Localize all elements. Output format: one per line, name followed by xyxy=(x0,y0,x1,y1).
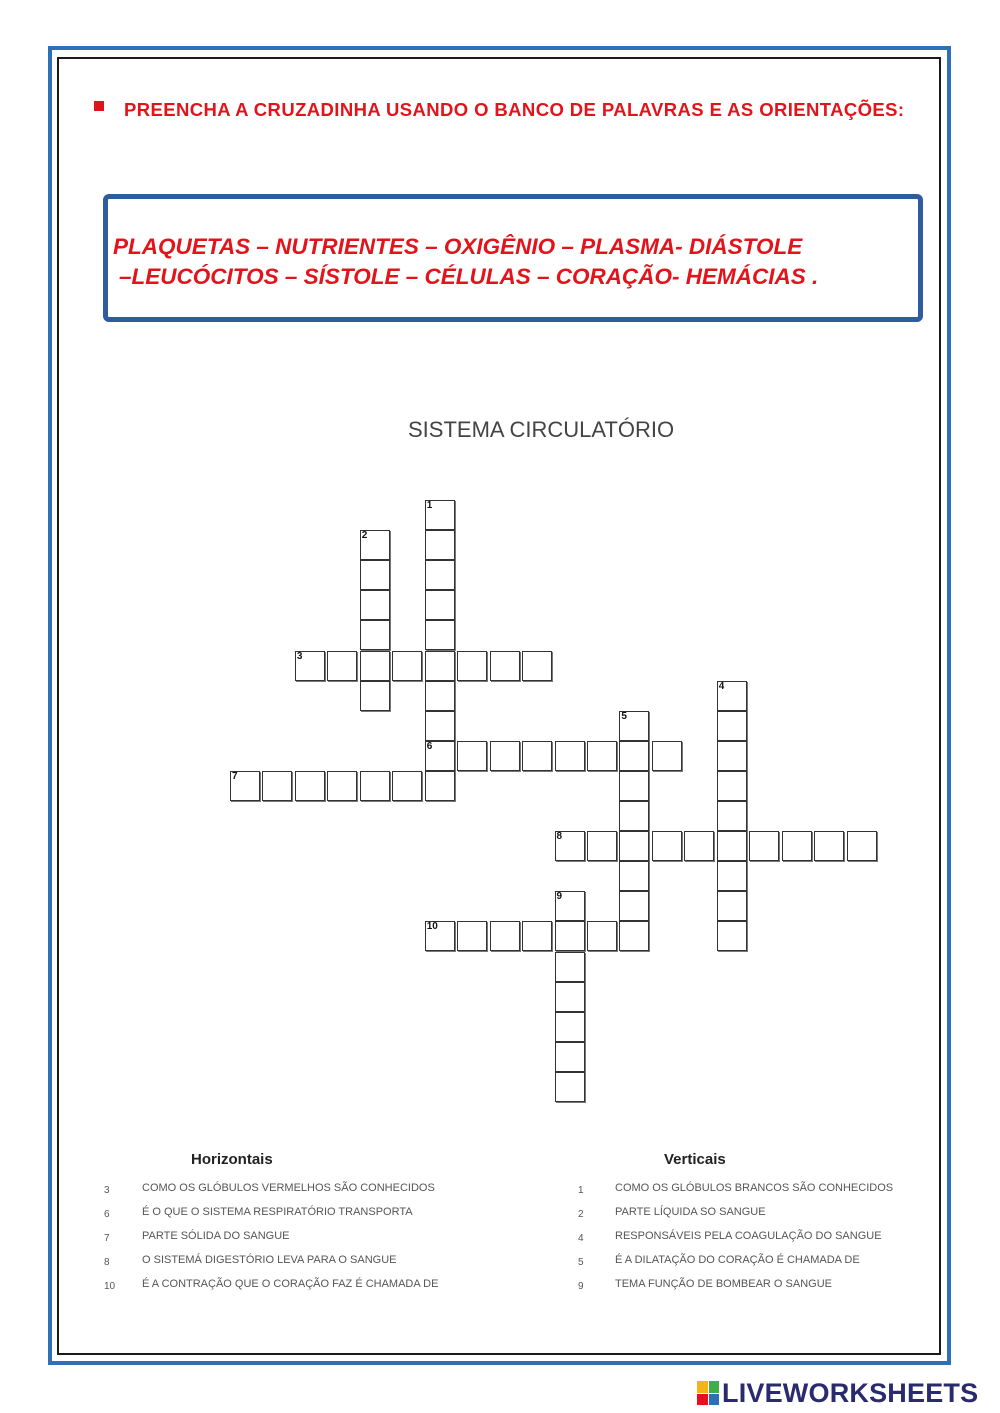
crossword-cell[interactable] xyxy=(717,861,747,891)
crossword-cell[interactable] xyxy=(230,771,260,801)
crossword-cell-number: 6 xyxy=(426,740,433,752)
clue-number: 6 xyxy=(104,1209,110,1220)
crossword-cell[interactable] xyxy=(490,741,520,771)
clue-text: COMO OS GLÓBULOS BRANCOS SÃO CONHECIDOS xyxy=(615,1182,894,1194)
crossword-cell[interactable] xyxy=(652,741,682,771)
crossword-cell[interactable] xyxy=(555,952,585,982)
crossword-cell-number: 5 xyxy=(621,710,627,722)
crossword-cell[interactable] xyxy=(425,560,455,590)
crossword-cell[interactable] xyxy=(587,921,617,951)
crossword-cell[interactable] xyxy=(814,831,844,861)
crossword-cell[interactable] xyxy=(555,741,585,771)
crossword-cell[interactable] xyxy=(717,831,747,861)
crossword-cell[interactable] xyxy=(425,500,455,530)
crossword-cell[interactable] xyxy=(327,651,357,681)
crossword-cell[interactable] xyxy=(684,831,714,861)
crossword-cell[interactable] xyxy=(360,530,390,560)
crossword-cell[interactable] xyxy=(587,741,617,771)
crossword-cell-number: 9 xyxy=(556,891,563,903)
crossword-cell[interactable] xyxy=(555,1012,585,1042)
clue-text: PARTE SÓLIDA DO SANGUE xyxy=(142,1230,290,1242)
bullet-icon xyxy=(94,101,104,111)
brand-text: LIVEWORKSHEETS xyxy=(722,1377,979,1408)
crossword-cell[interactable] xyxy=(619,801,649,831)
crossword-cell-number: 1 xyxy=(426,500,433,511)
crossword-cell[interactable] xyxy=(619,921,649,951)
crossword-cell[interactable] xyxy=(522,651,552,681)
crossword-cell-number: 3 xyxy=(296,650,303,662)
crossword-cell[interactable] xyxy=(652,831,682,861)
crossword-cell-number: 8 xyxy=(556,831,563,843)
crossword-cell-number: 10 xyxy=(426,921,438,933)
liveworksheets-brand xyxy=(697,1378,978,1408)
crossword-cell[interactable] xyxy=(619,741,649,771)
crossword-cell[interactable] xyxy=(619,891,649,921)
crossword-title: SISTEMA CIRCULATÓRIO xyxy=(408,417,675,442)
clue-text: RESPONSÁVEIS PELA COAGULAÇÃO DO SANGUE xyxy=(615,1230,882,1242)
crossword-cell[interactable] xyxy=(425,921,455,951)
crossword-cell[interactable] xyxy=(392,651,422,681)
word-bank-line-2: –LEUCÓCITOS – SÍSTOLE – CÉLULAS – CORAÇÃO- HEMÁCIAS . xyxy=(119,264,819,289)
crossword-cell[interactable] xyxy=(555,891,585,921)
clue-number: 3 xyxy=(104,1185,110,1196)
crossword-cell[interactable] xyxy=(717,711,747,741)
crossword-cell[interactable] xyxy=(749,831,779,861)
clue-number: 1 xyxy=(578,1185,584,1196)
crossword-cell[interactable] xyxy=(425,590,455,620)
crossword-cell[interactable] xyxy=(425,741,455,771)
crossword-cell[interactable] xyxy=(457,921,487,951)
crossword-cell[interactable] xyxy=(360,560,390,590)
clue-number: 2 xyxy=(578,1209,584,1220)
crossword-cell[interactable] xyxy=(522,921,552,951)
crossword-cell[interactable] xyxy=(847,831,877,861)
crossword-cell[interactable] xyxy=(619,711,649,741)
crossword-cell[interactable] xyxy=(717,741,747,771)
clue-text: TEMA FUNÇÃO DE BOMBEAR O SANGUE xyxy=(615,1278,832,1290)
clue-text: O SISTEMÁ DIGESTÓRIO LEVA PARA O SANGUE xyxy=(142,1254,397,1266)
word-bank-line-1: PLAQUETAS – NUTRIENTES – OXIGÊNIO – PLASMA- DIÁSTOLE xyxy=(113,234,803,259)
clue-number: 7 xyxy=(104,1233,110,1244)
crossword-cell[interactable] xyxy=(717,801,747,831)
crossword-cell[interactable] xyxy=(392,771,422,801)
crossword-cell[interactable] xyxy=(619,861,649,891)
crossword-cell[interactable] xyxy=(327,771,357,801)
crossword-cell[interactable] xyxy=(360,620,390,650)
crossword-cell-number: 7 xyxy=(232,770,238,782)
clue-text: É A DILATAÇÃO DO CORAÇÃO É CHAMADA DE xyxy=(615,1254,860,1266)
clue-text: PARTE LÍQUIDA SO SANGUE xyxy=(615,1206,766,1218)
crossword-cell[interactable] xyxy=(555,831,585,861)
crossword-cell[interactable] xyxy=(295,651,325,681)
crossword-cell[interactable] xyxy=(555,982,585,1012)
crossword-cell[interactable] xyxy=(425,530,455,560)
crossword-cell[interactable] xyxy=(262,771,292,801)
instructions-text: PREENCHA A CRUZADINHA USANDO O BANCO DE PALAVRAS E AS ORIENTAÇÕES: xyxy=(124,99,905,120)
crossword-cell[interactable] xyxy=(360,590,390,620)
crossword-cell-number: 4 xyxy=(718,680,725,692)
crossword-cell[interactable] xyxy=(360,771,390,801)
crossword-cell[interactable] xyxy=(425,651,455,681)
crossword-cell[interactable] xyxy=(587,831,617,861)
crossword-cell[interactable] xyxy=(360,651,390,681)
crossword-cell[interactable] xyxy=(457,741,487,771)
crossword-cell[interactable] xyxy=(490,651,520,681)
crossword-cell[interactable] xyxy=(522,741,552,771)
crossword-cell[interactable] xyxy=(555,1072,585,1102)
crossword-cell[interactable] xyxy=(717,681,747,711)
crossword-cell[interactable] xyxy=(360,681,390,711)
crossword-cell[interactable] xyxy=(619,771,649,801)
crossword-cell[interactable] xyxy=(717,891,747,921)
horizontal-clues-title: Horizontais xyxy=(191,1151,273,1168)
crossword-cell[interactable] xyxy=(295,771,325,801)
crossword-cell[interactable] xyxy=(717,921,747,951)
crossword-cell[interactable] xyxy=(490,921,520,951)
clue-number: 4 xyxy=(578,1233,584,1244)
crossword-cell[interactable] xyxy=(425,681,455,711)
crossword-cell[interactable] xyxy=(782,831,812,861)
crossword-cell[interactable] xyxy=(425,711,455,741)
crossword-cell[interactable] xyxy=(555,921,585,951)
clue-number: 10 xyxy=(104,1281,116,1292)
liveworksheets-logo-icon xyxy=(697,1381,719,1405)
clue-text: COMO OS GLÓBULOS VERMELHOS SÃO CONHECIDOS xyxy=(142,1182,435,1194)
clue-number: 5 xyxy=(578,1257,584,1268)
vertical-clues-title: Verticais xyxy=(664,1151,726,1168)
clue-text: É A CONTRAÇÃO QUE O CORAÇÃO FAZ É CHAMADA DE xyxy=(142,1278,439,1290)
crossword-cell[interactable] xyxy=(619,831,649,861)
crossword-cell[interactable] xyxy=(425,620,455,650)
clue-number: 9 xyxy=(578,1281,584,1292)
crossword-cell-number: 2 xyxy=(361,530,368,542)
crossword-cell[interactable] xyxy=(717,771,747,801)
crossword-cell[interactable] xyxy=(425,771,455,801)
clue-number: 8 xyxy=(104,1257,110,1268)
clue-text: É O QUE O SISTEMA RESPIRATÓRIO TRANSPORTA xyxy=(142,1206,413,1218)
crossword-cell[interactable] xyxy=(457,651,487,681)
crossword-cell[interactable] xyxy=(555,1042,585,1072)
